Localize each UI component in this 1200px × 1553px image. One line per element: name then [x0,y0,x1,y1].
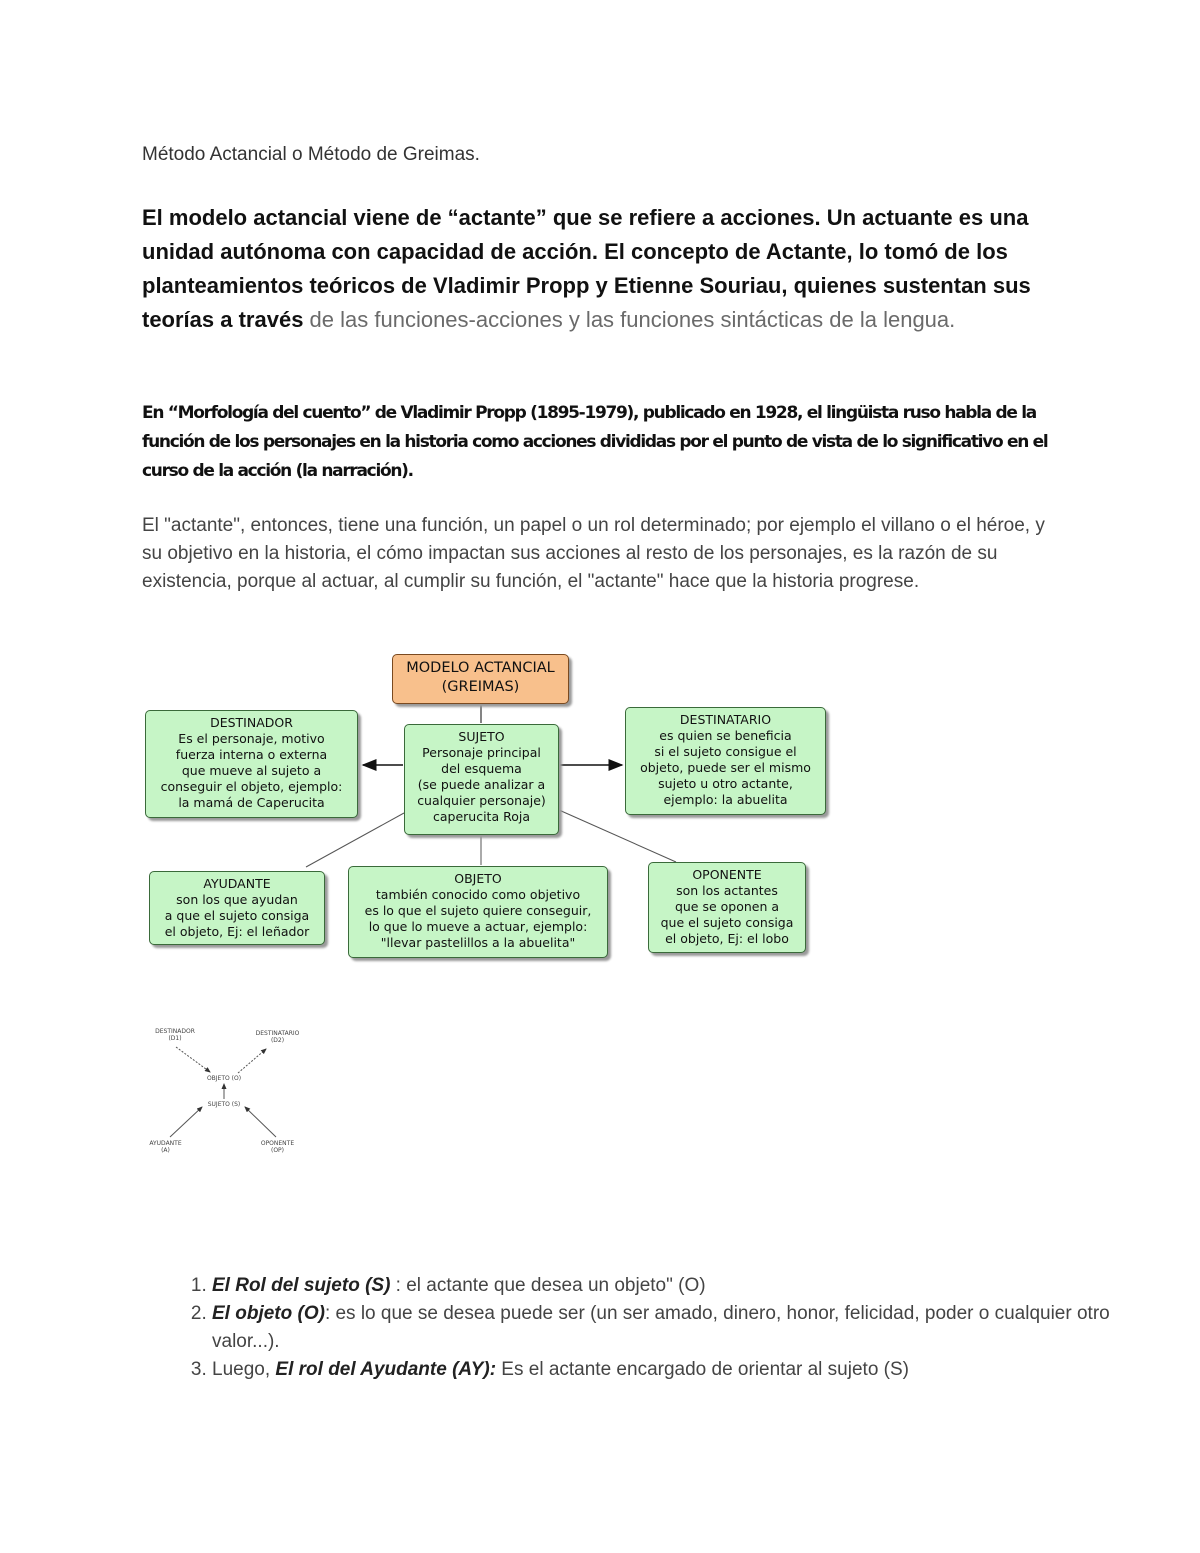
actante-paragraph: El "actante", entonces, tiene una función, un papel o un rol determinado; por ejemplo el villano o el héroe, y su objetivo en la historia, el cómo impactan sus acciones al resto de los personajes, es la razón de su existencia, porque al actuar, al cumplir su función, el "actante" hace que la historia progrese. [142,515,1045,592]
small-diagram-sujeto: SUJETO (S) [207,1101,241,1108]
list-item [212,1356,1112,1384]
destinador-heading: DESTINADOR [210,715,293,730]
small-diagram-ayudante: AYUDANTE (A) [149,1140,182,1154]
list-item-text: : es lo que se desea puede ser (un ser amado, dinero, honor, felicidad, poder o cualquier otro valor...). [212,1303,1110,1352]
destinatario-heading: DESTINATARIO [679,712,772,727]
oponente-body: son los actantes que se oponen a que el sujeto consiga el objeto, Ej: el lobo [660,883,794,946]
intro-light-text: de las funciones-acciones y las funciones sintácticas de la lengua. [303,307,956,332]
propp-paragraph: En “Morfología del cuento” de Vladimir Propp (1895-1979), publicado en 1928, el lingüista ruso habla de la función de los personajes en la historia como acciones divididas por el punto de vista de lo significativo en el curso de la acción (la narración). [142,403,1048,481]
list-item-label: El objeto (O) [212,1303,325,1324]
small-diagram-destinador: DESTINADOR (D1) [155,1028,195,1042]
list-item-text: : el actante que desea un objeto" (O) [390,1275,706,1296]
list-item [212,1272,1112,1300]
list-item-text: Es el actante encargado de orientar al sujeto (S) [496,1359,909,1380]
small-diagram-oponente: OPONENTE (OP) [260,1140,295,1154]
actant-roles-list [170,1272,1112,1384]
ayudante-body: son los que ayudan a que el sujeto consiga el objeto, Ej: el leñador [164,892,310,939]
destinatario-body: es quien se beneficia si el sujeto consigue el objeto, puede ser el mismo sujeto u otro actante, ejemplo: la abuelita [640,728,811,807]
small-diagram-destinatario: DESTINATARIO (D2) [255,1030,300,1044]
objeto-heading: OBJETO [454,871,502,886]
list-item-label: El Rol del sujeto (S) [212,1275,391,1296]
list-item [212,1300,1112,1356]
list-item-label: El rol del Ayudante (AY): [275,1359,497,1380]
intro-bold-text: El modelo actancial viene de “actante” que se refiere a acciones. Un actuante es una unidad autónoma con capacidad de acción. El concepto de Actante, lo tomó de los planteamientos teóricos de Vladimir Propp y Etienne Souriau, quienes sustentan sus teorías a través [142,205,1031,332]
list-item-prefix: Luego, [212,1359,276,1380]
ayudante-heading: AYUDANTE [203,876,271,891]
objeto-body: también conocido como objetivo es lo que el sujeto quiere conseguir, lo que lo mueve a actuar, ejemplo: "llevar pastelillos a la abuelita" [364,887,592,950]
oponente-heading: OPONENTE [692,867,762,882]
destinador-body: Es el personaje, motivo fuerza interna o externa que mueve al sujeto a conseguir el objeto, ejemplo: la mamá de Caperucita [160,731,343,810]
sujeto-body: Personaje principal del esquema (se puede analizar a cualquier personaje) caperucita Roja [417,745,546,824]
small-diagram-objeto: OBJETO (O) [206,1075,242,1082]
main-concept-box: MODELO ACTANCIAL (GREIMAS) [392,654,569,704]
document-title: Método Actancial o Método de Greimas. [142,144,480,165]
sujeto-heading: SUJETO [458,729,505,744]
